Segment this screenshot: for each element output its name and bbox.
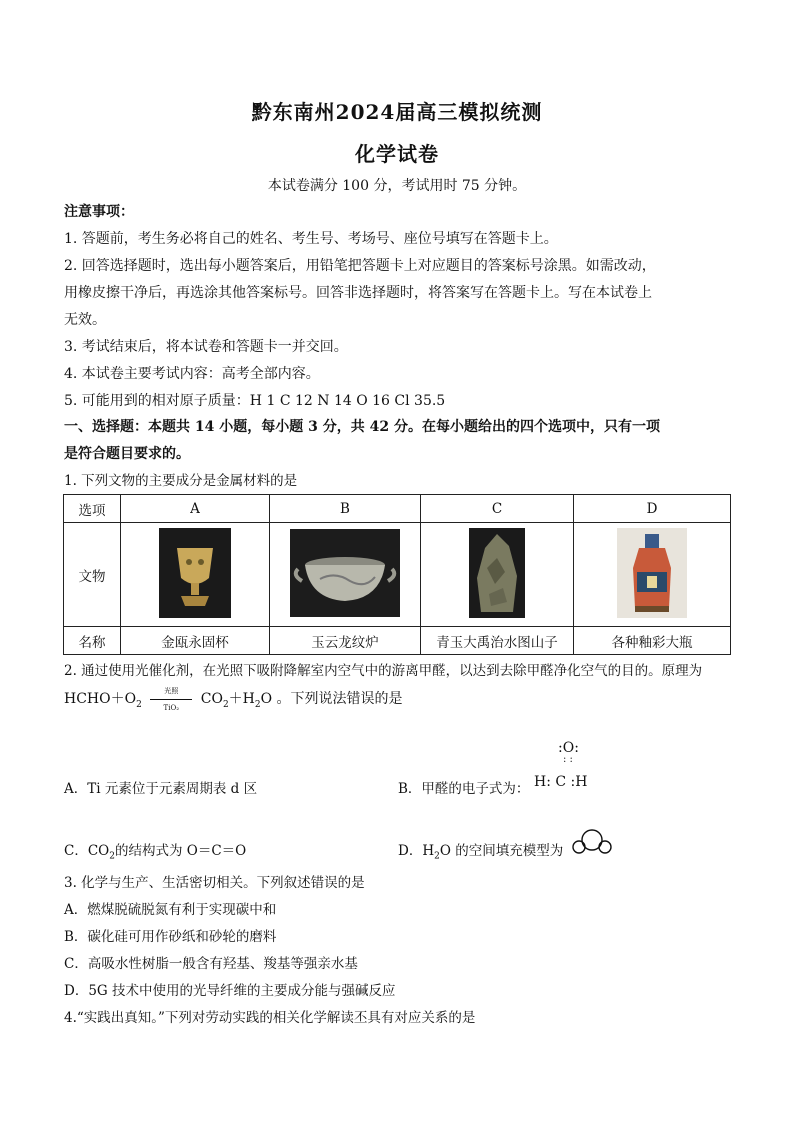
relic-image-cell [270,523,421,627]
q2-option-d: D．$H_2O$ 的空间填充模型为 [398,843,564,862]
question-2-stem: 2. 通过使用光催化剂，在光照下吸附降解室内空气中的游离甲醛，以达到去除甲醛净化空气的目的。原理为 [64,663,703,679]
option-header: A [121,495,270,523]
option-header: C [421,495,574,523]
instruction-item: 4. 本试卷主要考试内容：高考全部内容。 [64,366,320,382]
section-heading-cont: 是符合题目要求的。 [64,446,190,462]
relic-name: 青玉大禹治水图山子 [421,627,574,655]
formaldehyde-lewis: :O: : : H: C :H [534,740,588,790]
reaction-equation: $HCHO+O_2$ 光照 TiO₂ $CO_2+H_2O$ 。下列说法错误的是 [64,687,403,712]
q3-option: B．碳化硅可用作砂纸和砂轮的磨料 [64,929,277,945]
instruction-item: 无效。 [64,312,106,328]
instruction-item: 5. 可能用到的相对原子质量：H 1 C 12 N 14 O 16 Cl 35.5 [64,393,446,409]
instruction-item: 用橡皮擦干净后，再选涂其他答案标号。回答非选择题时，将答案写在答题卡上。写在本试卷上 [64,285,652,301]
option-header: D [574,495,731,523]
exam-subtitle: 化学试卷 [355,142,439,166]
exam-note: 本试卷满分 100 分，考试用时 75 分钟。 [267,178,527,194]
question-3-stem: 3. 化学与生产、生活密切相关。下列叙述错误的是 [64,875,365,891]
reaction-arrow: 光照 TiO₂ [146,692,196,706]
q2-option-c: C．$CO_2$的结构式为 O＝C＝O [64,843,247,862]
instructions-heading: 注意事项： [64,204,134,220]
row-header: 名称 [64,627,121,655]
q3-option: D．5G 技术中使用的光导纤维的主要成分能与强碱反应 [64,983,396,999]
q3-option: C．高吸水性树脂一般含有羟基、羧基等强亲水基 [64,956,358,972]
relic-image-cell [421,523,574,627]
relic-image-cell [574,523,731,627]
question-4-stem: 4.“实践出真知。”下列对劳动实践的相关化学解读丕具有对应关系的是 [64,1010,476,1026]
instruction-item: 1. 答题前，考生务必将自己的姓名、考生号、考场号、座位号填写在答题卡上。 [64,231,558,247]
relic-image-cell [121,523,270,627]
relic-name: 各种釉彩大瓶 [574,627,731,655]
instruction-item: 2. 回答选择题时，选出每小题答案后，用铅笔把答题卡上对应题目的答案标号涂黑。如需改动， [64,258,656,274]
jade-mountain-image [469,528,525,618]
question-1-stem: 1. 下列文物的主要成分是金属材料的是 [64,473,298,489]
section-heading: 一、选择题：本题共 14 小题，每小题 3 分，共 42 分。在每小题给出的四个选项中，只有一项 [64,419,660,435]
jade-censer-image [290,529,400,617]
row-header: 选项 [64,495,121,523]
row-header: 文物 [64,523,121,627]
water-space-filling-model [568,818,616,858]
gold-cup-image [159,528,231,618]
q2-option-b: B．甲醛的电子式为： [398,781,530,797]
relic-name: 金瓯永固杯 [121,627,270,655]
relic-name: 玉云龙纹炉 [270,627,421,655]
glaze-vase-image [617,528,687,618]
q2-option-a: A．Ti 元素位于元素周期表 d 区 [64,781,258,797]
option-header: B [270,495,421,523]
q3-option: A．燃煤脱硫脱氮有利于实现碳中和 [64,902,277,918]
instruction-item: 3. 考试结束后，将本试卷和答题卡一并交回。 [64,339,348,355]
question-1-table [63,494,731,655]
exam-title: 黔东南州2024届高三模拟统测 [251,100,543,124]
